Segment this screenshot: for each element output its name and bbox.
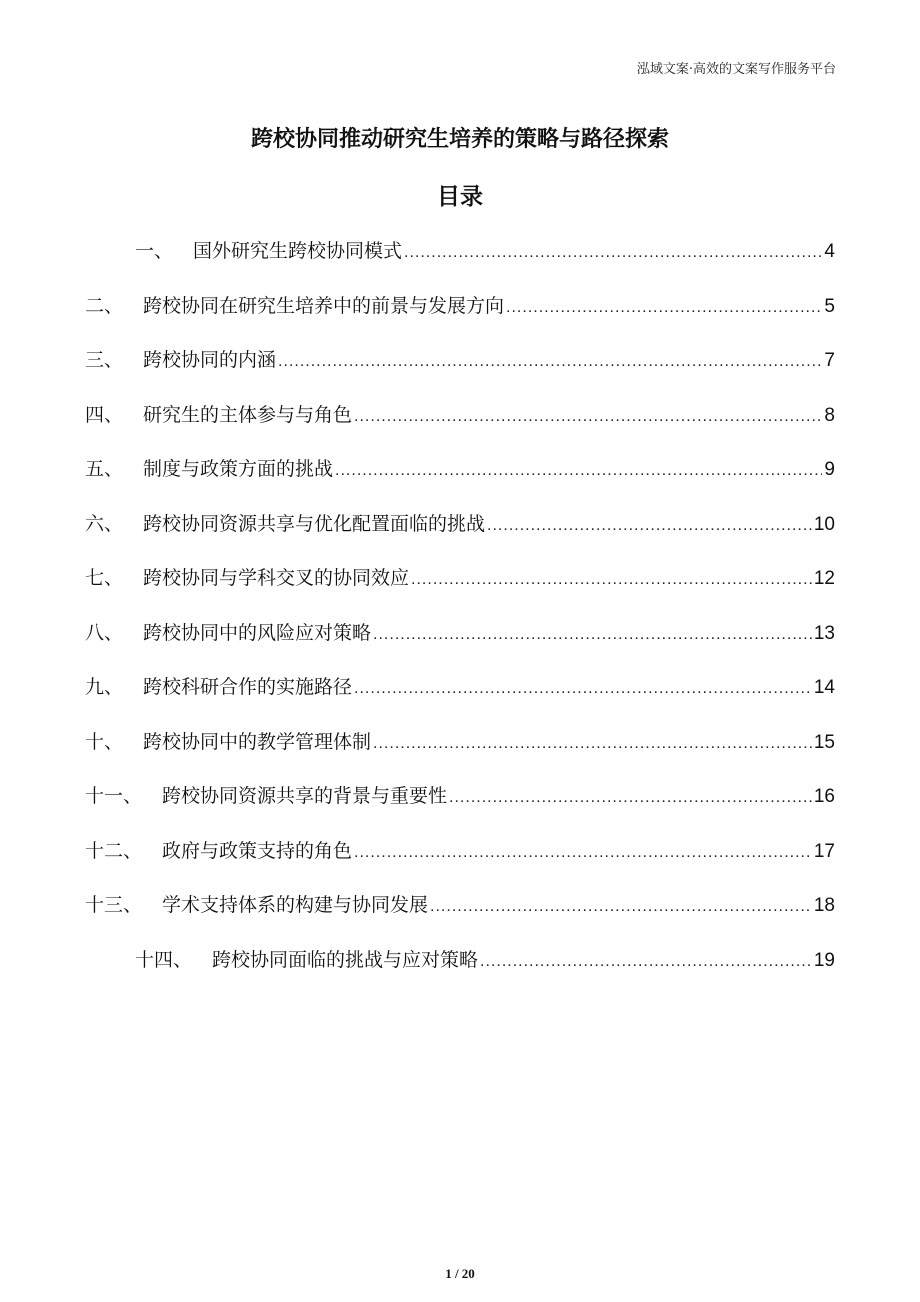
toc-entry[interactable] (85, 836, 835, 866)
toc-entry[interactable] (85, 400, 835, 430)
toc-entry-title: 跨校协同中的教学管理体制 (143, 730, 372, 753)
dot-leader (449, 789, 812, 807)
toc-entry-title: 跨校协同资源共享与优化配置面临的挑战 (143, 512, 486, 535)
toc-entry-title: 制度与政策方面的挑战 (143, 458, 334, 480)
toc-entry-page: 13 (813, 622, 835, 644)
toc-entry[interactable] (85, 454, 835, 484)
toc-entry-page: 19 (813, 949, 835, 971)
dot-leader (430, 898, 812, 916)
toc-entry[interactable] (85, 563, 835, 593)
toc-entry-number: 九、 (85, 676, 124, 698)
dot-leader (354, 844, 812, 862)
toc-entry-page: 5 (824, 295, 835, 317)
toc-entry-page: 15 (813, 731, 835, 753)
dot-leader (404, 244, 822, 262)
toc-entry-number: 十、 (85, 730, 124, 753)
toc-entry-page: 4 (824, 241, 835, 262)
toc-entry[interactable] (85, 781, 835, 811)
dot-leader (506, 299, 822, 317)
toc-entry-number: 十一、 (85, 785, 143, 807)
toc-entry-page: 7 (824, 350, 835, 371)
toc-entry-page: 17 (813, 840, 835, 862)
toc-entry-number: 十三、 (85, 894, 143, 916)
toc-entry-title: 跨校协同资源共享的背景与重要性 (162, 785, 448, 807)
toc-entry-title: 国外研究生跨校协同模式 (193, 240, 403, 262)
toc-entry-page: 14 (813, 677, 835, 698)
dot-leader (411, 571, 812, 589)
page-number: 1 / 20 (445, 1266, 475, 1281)
toc-entry-page: 8 (824, 404, 835, 426)
toc-entry[interactable] (135, 945, 835, 975)
toc-entry-title: 学术支持体系的构建与协同发展 (162, 894, 429, 916)
toc-entry-title: 跨校协同在研究生培养中的前景与发展方向 (143, 294, 505, 317)
toc-entry-page: 18 (813, 895, 835, 916)
toc-entry-title: 研究生的主体参与与角色 (143, 403, 353, 426)
toc-entry-number: 四、 (85, 403, 124, 426)
toc-entry-number: 一、 (135, 240, 174, 262)
toc-entry-number: 五、 (85, 458, 124, 480)
toc-entry-number: 十二、 (85, 839, 143, 862)
toc-entry[interactable] (85, 345, 835, 375)
dot-leader (278, 353, 822, 371)
toc-entry-number: 七、 (85, 567, 124, 589)
dot-leader (354, 680, 812, 698)
toc-entry[interactable] (85, 727, 835, 757)
toc-entry-page: 12 (813, 568, 835, 589)
toc-entry-title: 跨校协同面临的挑战与应对策略 (212, 948, 479, 971)
toc-entry[interactable] (85, 672, 835, 702)
dot-leader (487, 517, 812, 535)
dot-leader (335, 462, 822, 480)
toc-entry[interactable] (85, 509, 835, 539)
toc-entry-number: 三、 (85, 349, 124, 371)
toc-entry-page: 10 (813, 513, 835, 535)
toc-entry-title: 跨校科研合作的实施路径 (143, 676, 353, 698)
toc-entry[interactable] (85, 291, 835, 321)
toc-entry[interactable] (85, 890, 835, 920)
dot-leader (354, 408, 822, 426)
dot-leader (373, 626, 812, 644)
toc-entry-number: 六、 (85, 512, 124, 535)
toc-entry[interactable] (135, 236, 835, 266)
document-title: 跨校协同推动研究生培养的策略与路径探索 (250, 127, 669, 152)
dot-leader (373, 735, 812, 753)
toc-entry-number: 十四、 (135, 948, 193, 971)
toc-entry-title: 跨校协同与学科交叉的协同效应 (143, 567, 410, 589)
dot-leader (480, 953, 812, 971)
toc-entry-page: 9 (824, 459, 835, 480)
toc-entry-number: 八、 (85, 621, 124, 644)
toc-heading: 目录 (437, 184, 483, 210)
toc-entry[interactable] (85, 618, 835, 648)
page-header: 泓域文案·高效的文案写作服务平台 (636, 62, 836, 77)
toc-entry-title: 跨校协同中的风险应对策略 (143, 621, 372, 644)
toc-entry-page: 16 (813, 786, 835, 807)
toc-entry-number: 二、 (85, 294, 124, 317)
toc-entry-title: 跨校协同的内涵 (143, 349, 277, 371)
toc-entry-title: 政府与政策支持的角色 (162, 839, 353, 862)
